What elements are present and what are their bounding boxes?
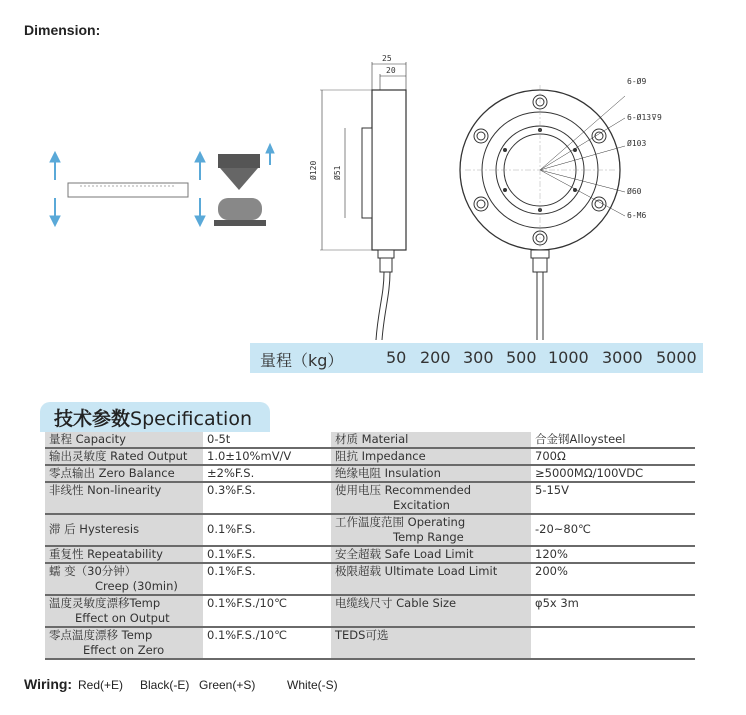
spec-table <box>45 432 695 660</box>
capacity-value: 5000 <box>656 348 697 367</box>
spec-label-line: Temp Range <box>393 530 464 544</box>
spec-value: 700Ω <box>531 448 695 465</box>
spec-value: 0-5t <box>203 432 331 448</box>
spec-value: φ5x 3m <box>531 595 695 627</box>
capacity-value: 500 <box>506 348 537 367</box>
wire-item: White(-S) <box>287 678 338 692</box>
table-row <box>45 465 695 482</box>
wire-item: Black(-E) <box>140 678 190 692</box>
capacity-value: 200 <box>420 348 451 367</box>
spec-value: 0.1%F.S. <box>203 546 331 563</box>
table-row <box>45 514 695 546</box>
spec-label <box>45 563 203 595</box>
spec-label-line: Creep (30min) <box>95 579 178 593</box>
spec-value: ≥5000MΩ/100VDC <box>531 465 695 482</box>
side-view-drawing <box>300 50 430 340</box>
spec-value <box>531 627 695 659</box>
spec-label <box>331 514 531 546</box>
spec-label: 滞 后 Hysteresis <box>45 514 203 546</box>
spec-value: 1.0±10%mV/V <box>203 448 331 465</box>
spec-label-line: 工作温度范围 Operating <box>335 515 466 529</box>
wiring-title: Wiring: <box>24 676 73 692</box>
spec-value: 0.1%F.S. <box>203 514 331 546</box>
table-row <box>45 448 695 465</box>
spec-value: 0.1%F.S./10℃ <box>203 595 331 627</box>
spec-label-line: 温度灵敏度漂移Temp <box>49 596 161 610</box>
spec-label <box>331 482 531 514</box>
table-row <box>45 432 695 448</box>
capacity-value: 3000 <box>602 348 643 367</box>
table-row <box>45 546 695 563</box>
spec-title-en: Specification <box>130 408 253 430</box>
arrow-icon <box>266 144 274 165</box>
spec-label: 电缆线尺寸 Cable Size <box>331 595 531 627</box>
sensor-side-sketch <box>68 183 188 197</box>
spec-value: 120% <box>531 546 695 563</box>
spec-value: 0.1%F.S. <box>203 563 331 595</box>
dim-20: 20 <box>386 66 396 75</box>
label-6-m6: 6-M6 <box>627 211 647 220</box>
table-row <box>45 595 695 627</box>
spec-label-line: 零点温度漂移 Temp <box>49 628 153 642</box>
spec-label: 绝缘电阻 Insulation <box>331 465 531 482</box>
spec-label: 材质 Material <box>331 432 531 448</box>
spec-label: 输出灵敏度 Rated Output <box>45 448 203 465</box>
spec-value: 合金钢Alloysteel <box>531 432 695 448</box>
cylinder-sensor-sketch <box>214 198 266 226</box>
spec-label: 阻抗 Impedance <box>331 448 531 465</box>
dim-120: Ø120 <box>309 160 318 180</box>
spec-title <box>54 404 252 431</box>
spec-label: 零点输出 Zero Balance <box>45 465 203 482</box>
capacity-label: 量程（kg） <box>260 351 344 370</box>
wiring-label <box>24 676 72 692</box>
label-6-d9: 6-Ø9 <box>627 77 647 86</box>
spec-label-line: 蠕 变（30分钟） <box>49 564 137 578</box>
spec-value: 0.3%F.S. <box>203 482 331 514</box>
front-view-drawing <box>455 70 675 340</box>
spec-label: 非线性 Non-linearity <box>45 482 203 514</box>
spec-value: ±2%F.S. <box>203 465 331 482</box>
spec-label: 量程 Capacity <box>45 432 203 448</box>
spec-label: 极限超载 Ultimate Load Limit <box>331 563 531 595</box>
wire-item: Red(+E) <box>78 678 124 692</box>
table-row <box>45 563 695 595</box>
table-row <box>45 627 695 659</box>
table-row <box>45 482 695 514</box>
spec-label <box>45 595 203 627</box>
spec-label: 重复性 Repeatability <box>45 546 203 563</box>
cone-sensor-sketch <box>218 154 260 190</box>
spec-value: 0.1%F.S./10℃ <box>203 627 331 659</box>
spec-label-line: 使用电压 Recommended <box>335 483 472 497</box>
capacity-value: 1000 <box>548 348 589 367</box>
spec-label-line: Effect on Output <box>75 611 170 625</box>
spec-value: 200% <box>531 563 695 595</box>
spec-label <box>45 627 203 659</box>
capacity-value: 50 <box>386 348 407 367</box>
spec-title-cn: 技术参数 <box>54 408 131 430</box>
dim-25: 25 <box>382 54 392 63</box>
spec-label-line: Effect on Zero <box>83 643 165 657</box>
capacity-value: 300 <box>463 348 494 367</box>
label-6-d13: 6-Ø13⊽9 <box>627 113 662 122</box>
label-d60: Ø60 <box>627 187 642 196</box>
spec-value: -20~80℃ <box>531 514 695 546</box>
spec-value: 5-15V <box>531 482 695 514</box>
wire-item: Green(+S) <box>199 678 256 692</box>
spec-label: TEDS可选 <box>331 627 531 659</box>
dim-51: Ø51 <box>333 165 342 180</box>
spec-label: 安全超载 Safe Load Limit <box>331 546 531 563</box>
load-diagram <box>40 140 290 240</box>
spec-label-line: Excitation <box>393 498 450 512</box>
label-d103: Ø103 <box>627 139 647 148</box>
dimension-title: Dimension: <box>24 22 101 38</box>
